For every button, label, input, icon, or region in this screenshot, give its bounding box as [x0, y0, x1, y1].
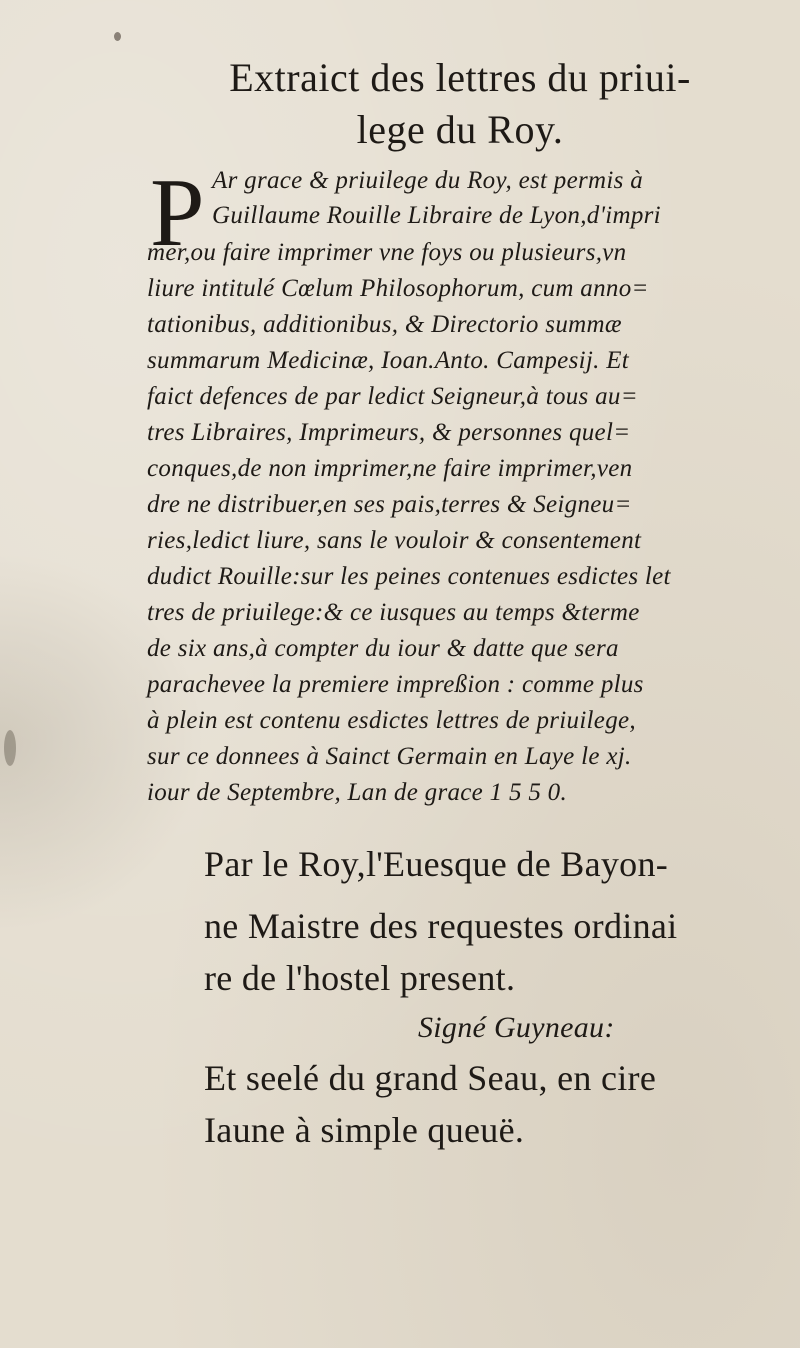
text-line: ries,ledict liure, sans le vouloir & consentement — [147, 527, 642, 554]
text-line: Guillaume Rouille Libraire de Lyon,d'impri — [212, 202, 661, 229]
text-line: tationibus, additionibus, & Directorio summæ — [147, 311, 622, 338]
text-line: sur ce donnees à Sainct Germain en Laye le xj. — [147, 743, 632, 770]
text-line: iour de Septembre, Lan de grace 1 5 5 0. — [147, 779, 568, 806]
drop-cap: P — [150, 159, 205, 267]
signature-line: Iaune à simple queuë. — [204, 1110, 525, 1150]
text-line: mer,ou faire imprimer vne foys ou plusieurs,vn — [147, 239, 627, 266]
text-line: liure intitulé Cœlum Philosophorum, cum anno= — [147, 275, 649, 302]
text-line: parachevee la premiere impreßion : comme plus — [147, 671, 644, 698]
signature-line: re de l'hostel present. — [204, 958, 516, 998]
signature-line: ne Maistre des requestes ordinai — [204, 906, 678, 946]
text-line: Ar grace & priuilege du Roy, est permis à — [212, 167, 643, 194]
text-line: summarum Medicinæ, Ioan.Anto. Campesij. Et — [147, 347, 630, 374]
ink-blot — [4, 730, 16, 766]
text-line: de six ans,à compter du iour & datte que sera — [147, 635, 619, 662]
text-line: dre ne distribuer,en ses pais,terres & Seigneu= — [147, 491, 632, 518]
title-line: lege du Roy. — [356, 107, 564, 152]
signature-line: Signé Guyneau: — [418, 1011, 615, 1044]
text-line: à plein est contenu esdictes lettres de priuilege, — [147, 707, 636, 734]
text-line: tres Libraires, Imprimeurs, & personnes quel= — [147, 419, 631, 446]
ink-blot — [114, 32, 121, 41]
text-line: faict defences de par ledict Seigneur,à tous au= — [147, 383, 638, 410]
text-line: tres de priuilege:& ce iusques au temps &terme — [147, 599, 640, 626]
title-line: Extraict des lettres du priui- — [229, 55, 691, 100]
page-title — [190, 52, 730, 156]
signature-line: Par le Roy,l'Euesque de Bayon- — [204, 844, 669, 884]
text-line: conques,de non imprimer,ne faire imprimer,ven — [147, 455, 633, 482]
signature-line: Et seelé du grand Seau, en cire — [204, 1058, 657, 1098]
text-line: dudict Rouille:sur les peines contenues esdictes let — [147, 563, 671, 590]
